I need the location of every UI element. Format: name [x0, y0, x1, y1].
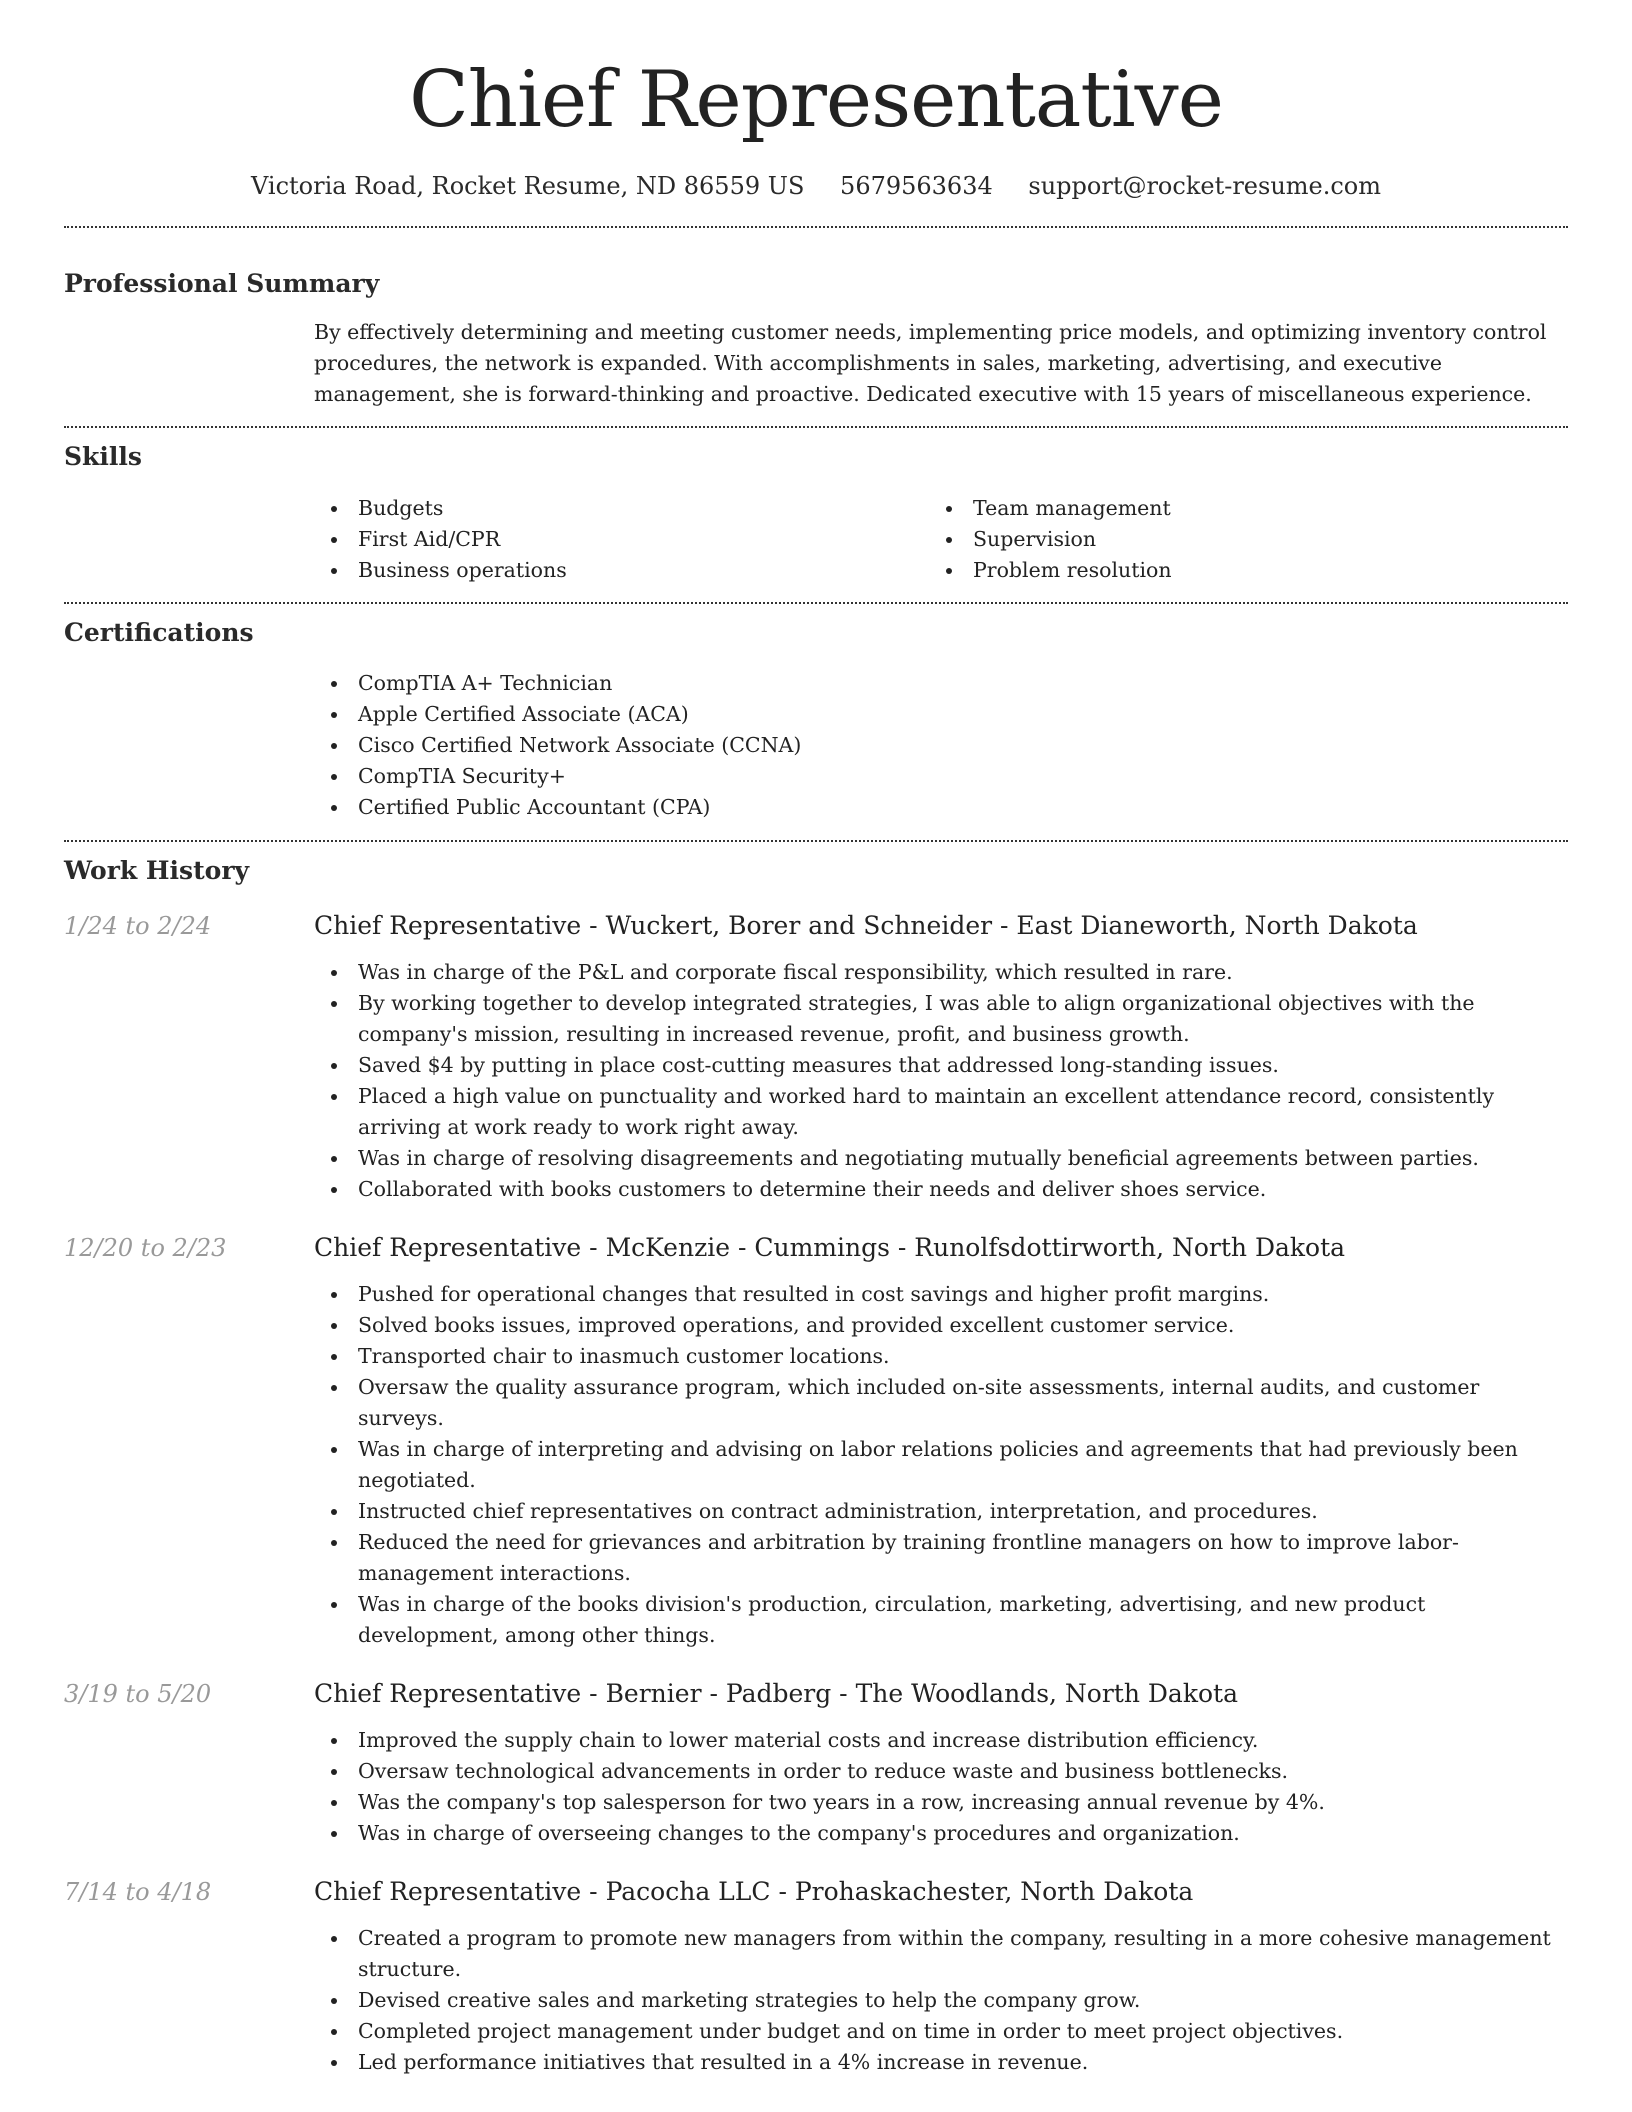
job-bullets	[314, 1725, 1568, 1849]
certification-item: Certified Public Accountant (CPA)	[314, 792, 1568, 823]
divider	[64, 426, 1568, 428]
skills-column-right	[929, 493, 1568, 586]
job-dates: 7/14 to 4/18	[64, 1878, 212, 1906]
certification-item: Apple Certified Associate (ACA)	[314, 699, 1568, 730]
section-title-certifications: Certifications	[64, 618, 254, 647]
contact-phone: 5679563634	[840, 172, 993, 200]
job-bullet: Was in charge of overseeing changes to the company's procedures and organization.	[314, 1818, 1568, 1849]
job-details	[314, 909, 1568, 1205]
job-bullet: Was in charge of the books division's production, circulation, marketing, advertising, and new product development, among other things.	[314, 1589, 1568, 1651]
section-title-skills: Skills	[64, 442, 142, 471]
work-history-section	[64, 854, 1568, 2078]
certification-item: CompTIA A+ Technician	[314, 668, 1568, 699]
job-details	[314, 1677, 1568, 1849]
job-details	[314, 1231, 1568, 1651]
job-bullet: Pushed for operational changes that resulted in cost savings and higher profit margins.	[314, 1279, 1568, 1310]
certification-item: Cisco Certified Network Associate (CCNA)	[314, 730, 1568, 761]
job-title: Chief Representative - Bernier - Padberg - The Woodlands, North Dakota	[314, 1679, 1238, 1708]
job-bullet: Saved $4 by putting in place cost-cutting measures that addressed long-standing issues.	[314, 1050, 1568, 1081]
job-bullets	[314, 957, 1568, 1205]
job-entry	[64, 1677, 1568, 1849]
job-bullet: Led performance initiatives that resulted in a 4% increase in revenue.	[314, 2047, 1568, 2078]
summary-text: By effectively determining and meeting customer needs, implementing price models, and optimizing inventory control procedures, the network is expanded. With accomplishments in sales, marketing, advertising, and executive management, she is forward-thinking and proactive. Dedicated executive with 15 years of miscellaneous experience.	[314, 320, 1547, 406]
contact-info	[64, 170, 1568, 202]
job-bullets	[314, 1923, 1568, 2078]
job-entry	[64, 1231, 1568, 1651]
job-bullet: Instructed chief representatives on contract administration, interpretation, and procedures.	[314, 1496, 1568, 1527]
section-title-summary: Professional Summary	[64, 269, 380, 298]
contact-email: support@rocket-resume.com	[1028, 172, 1382, 200]
skill-item: Supervision	[929, 524, 1568, 555]
skill-item: Budgets	[314, 493, 929, 524]
divider	[64, 226, 1568, 228]
job-bullet: By working together to develop integrated strategies, I was able to align organizational objectives with the company's mission, resulting in increased revenue, profit, and business growth.	[314, 988, 1568, 1050]
skills-grid	[314, 493, 1568, 586]
job-bullet: Created a program to promote new managers from within the company, resulting in a more cohesive management structure.	[314, 1923, 1568, 1985]
job-bullet: Solved books issues, improved operations, and provided excellent customer service.	[314, 1310, 1568, 1341]
job-title: Chief Representative - Wuckert, Borer and Schneider - East Dianeworth, North Dakota	[314, 911, 1418, 940]
job-bullet: Completed project management under budget and on time in order to meet project objectives.	[314, 2016, 1568, 2047]
job-dates: 12/20 to 2/23	[64, 1234, 227, 1262]
skill-item: Team management	[929, 493, 1568, 524]
job-bullet: Was in charge of the P&L and corporate fiscal responsibility, which resulted in rare.	[314, 957, 1568, 988]
job-bullet: Was the company's top salesperson for two years in a row, increasing annual revenue by 4%.	[314, 1787, 1568, 1818]
job-dates: 1/24 to 2/24	[64, 912, 212, 940]
job-entry	[64, 909, 1568, 1205]
job-bullet: Oversaw the quality assurance program, which included on-site assessments, internal audits, and customer surveys.	[314, 1372, 1568, 1434]
job-title: Chief Representative - McKenzie - Cummings - Runolfsdottirworth, North Dakota	[314, 1233, 1346, 1262]
job-bullets	[314, 1279, 1568, 1651]
job-details	[314, 1875, 1568, 2078]
section-title-work: Work History	[64, 856, 250, 885]
certification-item: CompTIA Security+	[314, 761, 1568, 792]
resume-name: Chief Representative	[409, 55, 1223, 145]
job-entry	[64, 1875, 1568, 2078]
job-bullet: Was in charge of interpreting and advising on labor relations policies and agreements that had previously been negotiated.	[314, 1434, 1568, 1496]
job-bullet: Placed a high value on punctuality and worked hard to maintain an excellent attendance record, consistently arriving at work ready to work right away.	[314, 1081, 1568, 1143]
job-bullet: Collaborated with books customers to determine their needs and deliver shoes service.	[314, 1174, 1568, 1205]
job-bullet: Transported chair to inasmuch customer locations.	[314, 1341, 1568, 1372]
skill-item: Problem resolution	[929, 555, 1568, 586]
skill-item: Business operations	[314, 555, 929, 586]
job-bullet: Devised creative sales and marketing strategies to help the company grow.	[314, 1985, 1568, 2016]
divider	[64, 602, 1568, 604]
contact-address: Victoria Road, Rocket Resume, ND 86559 US	[250, 172, 805, 200]
skill-item: First Aid/CPR	[314, 524, 929, 555]
divider	[64, 840, 1568, 842]
job-dates: 3/19 to 5/20	[64, 1680, 212, 1708]
job-bullet: Improved the supply chain to lower material costs and increase distribution efficiency.	[314, 1725, 1568, 1756]
job-bullet: Reduced the need for grievances and arbitration by training frontline managers on how to improve labor-management interactions.	[314, 1527, 1568, 1589]
skills-column-left	[314, 493, 929, 586]
job-title: Chief Representative - Pacocha LLC - Prohaskachester, North Dakota	[314, 1877, 1194, 1906]
skills-section	[64, 440, 1568, 586]
certifications-list	[314, 668, 1568, 823]
job-bullet: Oversaw technological advancements in order to reduce waste and business bottlenecks.	[314, 1756, 1568, 1787]
job-bullet: Was in charge of resolving disagreements and negotiating mutually beneficial agreements between parties.	[314, 1143, 1568, 1174]
certifications-section	[64, 616, 1568, 823]
summary-section	[64, 267, 1568, 410]
